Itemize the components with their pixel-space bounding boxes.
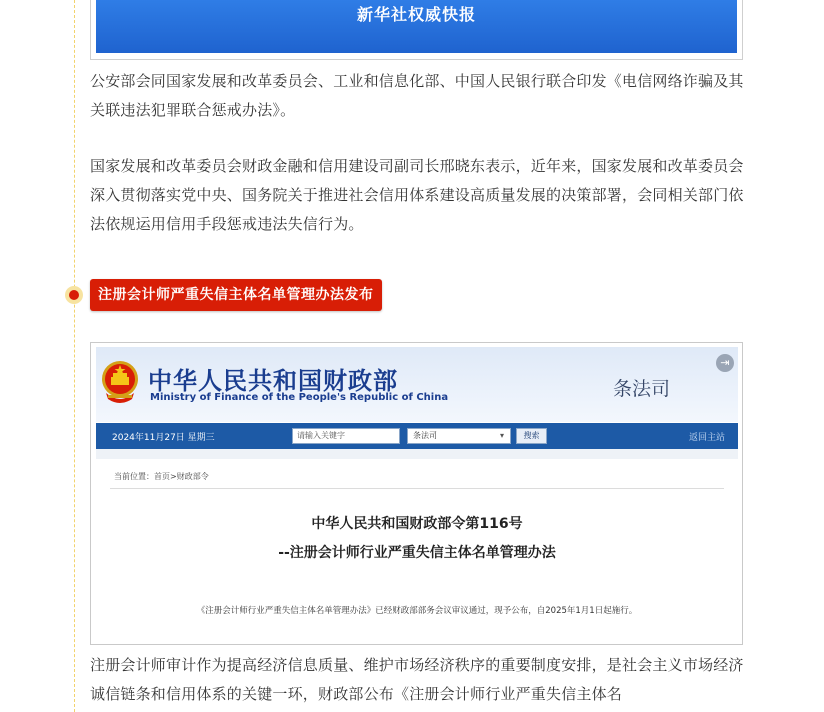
home-link[interactable]: 返回主站	[689, 433, 726, 443]
department-name: 条法司	[613, 378, 671, 400]
chevron-down-icon: ▾	[499, 431, 504, 440]
national-emblem-icon	[100, 359, 140, 405]
select-value: 条法司	[413, 431, 437, 440]
timeline-dot-icon	[65, 286, 83, 304]
banner-title: 新华社权威快报	[356, 5, 476, 24]
banner	[96, 0, 737, 53]
ministry-screenshot	[90, 342, 743, 645]
ministry-header	[96, 347, 738, 422]
search-input[interactable]: 请输入关键字	[292, 428, 400, 444]
paragraph-3: 注册会计师审计作为提高经济信息质量、维护市场经济秩序的重要制度安排，是社会主义市场经济诚信链条和信用体系的关键一环，财政部公布《注册会计师行业严重失信主体名	[90, 656, 744, 703]
crumb-bar	[96, 449, 738, 459]
search-button[interactable]: 搜索	[516, 428, 547, 444]
ministry-navbar	[96, 423, 738, 449]
timeline-line	[74, 0, 75, 712]
nav-date: 2024年11月27日 星期三	[112, 433, 215, 443]
doc-title: 中华人民共和国财政部令第116号	[311, 516, 523, 532]
department-select[interactable]	[407, 428, 511, 444]
breadcrumb: 当前位置：首页>财政部令	[114, 472, 209, 481]
doc-subtitle: --注册会计师行业严重失信主体名单管理办法	[278, 545, 556, 561]
paragraph-1: 公安部会同国家发展和改革委员会、工业和信息化部、中国人民银行联合印发《电信网络诈骗及其关联违法犯罪联合惩戒办法》。	[90, 72, 744, 119]
banner-image	[90, 0, 743, 60]
section-title: 注册会计师严重失信主体名单管理办法发布	[90, 279, 382, 311]
ministry-name-en: Ministry of Finance of the People's Republic of China	[150, 392, 449, 403]
paragraph-2: 国家发展和改革委员会财政金融和信用建设司副司长邢晓东表示，近年来，国家发展和改革委员会深入贯彻落实党中央、国务院关于推进社会信用体系建设高质量发展的决策部署，会同相关部门依法依规运用信用手段惩戒违法失信行为。	[90, 157, 744, 233]
divider	[110, 488, 724, 489]
doc-note: 《注册会计师行业严重失信主体名单管理办法》已经财政部部务会议审议通过，现予公布，自2025年1月1日起施行。	[196, 606, 638, 616]
exit-icon[interactable]: ⇥	[716, 354, 734, 372]
ministry-name-cn: 中华人民共和国财政部	[148, 367, 398, 395]
